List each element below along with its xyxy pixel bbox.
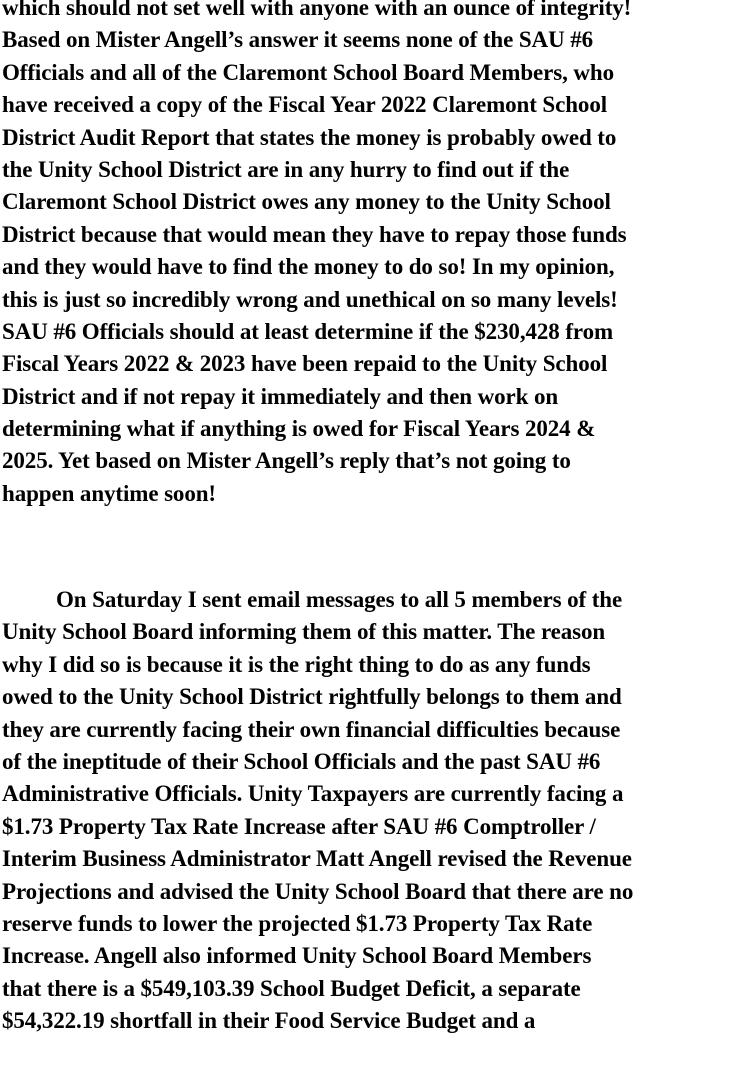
text-line: happen anytime soon! [2,480,216,506]
text-line: Based on Mister Angell’s answer it seems none of the SAU #6 [2,27,594,53]
text-line: of the ineptitude of their School Officials and the past SAU #6 [2,748,601,774]
text-line: owed to the Unity School District rightfully belongs to them and [2,684,622,710]
text-line: Interim Business Administrator Matt Angell revised the Revenue [2,846,632,872]
text-line: SAU #6 Officials should at least determine if the $230,428 from [2,318,614,344]
text-line: $54,322.19 shortfall in their Food Service Budget and a [2,1008,536,1034]
text-line-indented: On Saturday I sent email messages to all 5 members of the [56,587,623,612]
text-line: Claremont School District owes any money to the Unity School [2,189,611,215]
text-line: District and if not repay it immediately and then work on [2,383,559,409]
text-line: District Audit Report that states the money is probably owed to [2,124,617,150]
text-line: they are currently facing their own financial difficulties because [2,716,621,742]
text-line: determining what if anything is owed for Fiscal Years 2024 & [2,416,596,442]
text-line: Officials and all of the Claremont School Board Members, who [2,59,614,85]
text-line: reserve funds to lower the projected $1.73 Property Tax Rate [2,910,593,936]
text-line: Fiscal Years 2022 & 2023 have been repaid to the Unity School [2,351,608,377]
paragraph-1 [0,0,631,510]
text-line: have received a copy of the Fiscal Year 2022 Claremont School [2,92,608,118]
text-line: and they would have to find the money to do so! In my opinion, [2,254,615,280]
text-line: the Unity School District are in any hurry to find out if the [2,156,570,182]
text-line: that there is a $549,103.39 School Budget Deficit, a separate [2,975,581,1001]
text-line: Increase. Angell also informed Unity School Board Members [2,943,592,969]
text-line: Administrative Officials. Unity Taxpayers are currently facing a [2,781,624,807]
text-line: 2025. Yet based on Mister Angell’s reply that’s not going to [2,448,571,474]
text-line: Unity School Board informing them of this matter. The reason [2,619,606,645]
text-line: this is just so incredibly wrong and unethical on so many levels! [2,286,618,312]
text-line: District because that would mean they have to repay those funds [2,221,627,247]
text-line: $1.73 Property Tax Rate Increase after SAU #6 Comptroller / [2,813,596,839]
text-line: which should not set well with anyone with an ounce of integrity! [2,0,632,20]
text-line: why I did so is because it is the right thing to do as any funds [2,651,591,677]
paragraph-2 [0,584,633,1037]
text-line: Projections and advised the Unity School Board that there are no [2,878,634,904]
